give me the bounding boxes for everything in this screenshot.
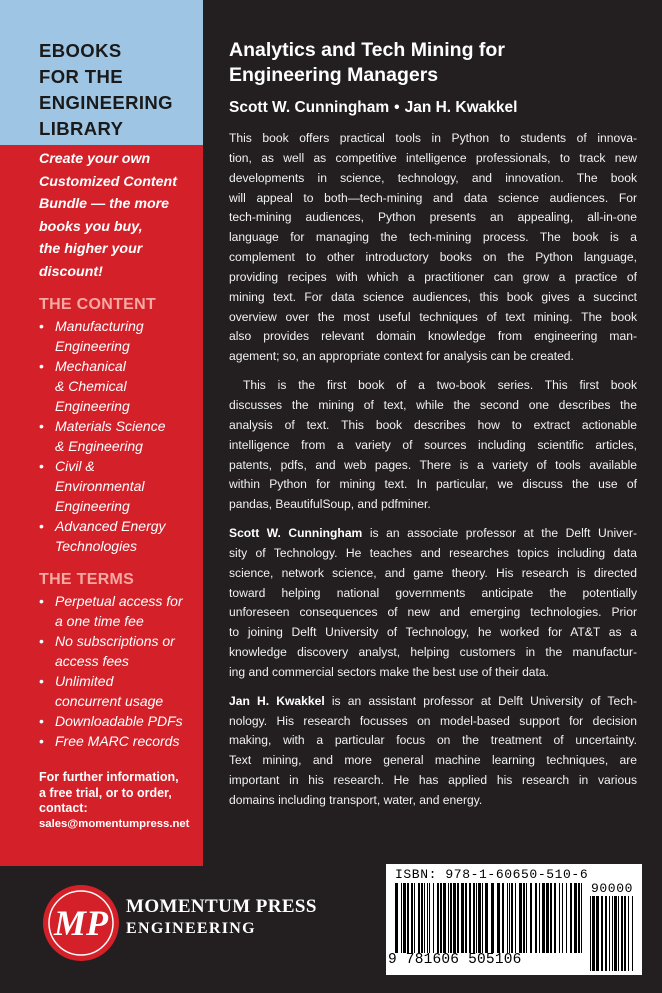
text-line	[229, 524, 637, 544]
list-item	[39, 591, 203, 631]
text-line: tech-mining audiences, Python presents an appealing, all-in-one	[229, 210, 637, 225]
content-list	[39, 316, 203, 556]
list-item-line: & Chemical	[55, 378, 127, 394]
text-line: pandas, BeautifulSoup, and pdfminer.	[229, 497, 431, 512]
banner-line: LIBRARY	[39, 118, 124, 139]
logo-letters: MP	[54, 903, 108, 943]
text-line: overview over the most useful techniques of text mining. The book	[229, 309, 637, 324]
list-item	[39, 356, 203, 416]
text-line: agement; so, an appropriate context for analysis can be created.	[229, 349, 574, 364]
banner-line: FOR THE	[39, 66, 123, 87]
promo-line: Customized Content	[39, 173, 177, 190]
text-line: developments in science, technology, and innovation. The book	[229, 170, 637, 185]
text-line: to joining Delft University of Technology, he worked for AT&T as a	[229, 625, 637, 640]
contact-info	[39, 770, 203, 832]
banner-line: EBOOKS	[39, 40, 122, 61]
list-item-line: • Unlimited	[55, 673, 114, 689]
barcode-bars-icon	[395, 883, 585, 953]
price-code: 90000	[591, 881, 634, 896]
back-cover-main	[229, 38, 637, 811]
text-line: unforeseen consequences of new and emerging technologies. Prior	[229, 605, 637, 620]
book-description	[229, 129, 637, 811]
text-line: tion, as well as competitive intelligence professionals, to track new	[229, 150, 637, 165]
text-line: sity of Technology. He teaches and researches topics including data	[229, 545, 637, 560]
list-item-line: a one time fee	[55, 613, 144, 629]
contact-line: For further information,	[39, 770, 179, 784]
authors	[229, 98, 637, 118]
author-bio	[229, 524, 637, 683]
list-item	[39, 316, 203, 356]
list-item	[39, 456, 203, 516]
book-title	[229, 38, 637, 88]
text-line: also provides relevant domain knowledge from engineering man-	[229, 329, 637, 344]
sidebar	[0, 0, 203, 866]
momentum-press-logo-icon	[41, 883, 121, 963]
bio-author-name: Jan H. Kwakkel	[229, 693, 325, 708]
list-item-line: • Perpetual access for	[55, 593, 183, 609]
isbn-barcode	[386, 864, 642, 975]
text-line: This is the first book of a two-book series. This first book	[243, 378, 637, 393]
book-title-line: Engineering Managers	[229, 64, 439, 86]
list-item	[39, 731, 203, 751]
text-line: will appeal to both—tech-mining and data science audiences. For	[229, 190, 637, 205]
text-fragment: is an associate professor at the Delft Univer-	[362, 526, 637, 541]
text-line: domains including transport, water, and energy.	[229, 793, 483, 807]
promo-line: discount!	[39, 263, 103, 280]
text-line: mining text. For data science audiences, this book gives a succinct	[229, 289, 637, 304]
text-line	[229, 692, 637, 712]
banner-line: ENGINEERING	[39, 92, 173, 113]
contact-email[interactable]: sales@momentumpress.net	[39, 817, 190, 830]
sidebar-promo-panel	[0, 145, 203, 866]
list-item	[39, 711, 203, 731]
terms-section-title: THE TERMS	[39, 571, 135, 588]
contact-line: a free trial, or to order,	[39, 785, 172, 800]
isbn-text: ISBN: 978-1-60650-510-6	[395, 867, 589, 882]
description-paragraph	[229, 129, 637, 367]
list-item-line: • Mechanical	[55, 358, 126, 374]
text-line: knowledge discovery analyst, helping customers in the manufactur-	[229, 645, 637, 660]
list-item-line: • Free MARC records	[55, 733, 180, 749]
list-item-line: access fees	[55, 653, 129, 669]
text-line: providing recipes with which a practitioner can grow a practice of	[229, 269, 637, 284]
list-item	[39, 671, 203, 711]
list-item-line: • No subscriptions or	[55, 633, 175, 649]
text-line: discusses the mining of text, while the second one describes the	[229, 397, 637, 412]
list-item	[39, 416, 203, 456]
list-item-line: • Advanced Energy	[55, 518, 166, 534]
text-line: analysis of text. This book describes how to extract actionable	[229, 417, 637, 432]
text-line: Text mining, and more general machine learning techniques, are	[229, 753, 637, 768]
list-item-line: • Manufacturing	[55, 318, 144, 334]
barcode-addon-bars-icon	[590, 896, 635, 971]
text-line: complement to other introductory books on the Python language,	[229, 250, 637, 265]
author-name: Scott W. Cunningham	[229, 99, 390, 116]
contact-line: contact:	[39, 801, 88, 815]
promo-line: Bundle — the more	[39, 196, 170, 212]
bio-author-name: Scott W. Cunningham	[229, 526, 363, 541]
list-item-line: Environmental	[55, 478, 145, 494]
text-line: science, network science, and game theory. His research is directed	[229, 565, 637, 580]
list-item	[39, 631, 203, 671]
author-separator: •	[394, 99, 400, 116]
text-line: patents, pdfs, and web pages. There is a variety of tools available	[229, 457, 637, 472]
promo-line: Create your own	[39, 151, 151, 167]
text-line: within Python for mining text. In particular, we discuss the use of	[229, 477, 637, 492]
list-item-line: Engineering	[55, 498, 130, 514]
text-line: language for managing the tech-mining process. The book is a	[229, 230, 637, 245]
list-item-line: • Materials Science	[55, 418, 166, 434]
promo-line: the higher your	[39, 241, 143, 257]
barcode-digits: 9 781606 505106	[388, 952, 522, 968]
content-section-title: THE CONTENT	[39, 296, 157, 313]
book-title-line: Analytics and Tech Mining for	[229, 39, 505, 61]
author-bio	[229, 692, 637, 811]
list-item-line: Technologies	[55, 538, 137, 554]
promo-text	[39, 148, 203, 283]
text-line: making, with a particular focus on the treatment of uncertainty.	[229, 733, 637, 748]
text-line: This book offers practical tools in Python to students of innova-	[229, 131, 637, 145]
author-name: Jan H. Kwakkel	[404, 99, 518, 116]
list-item-line: • Civil &	[55, 458, 95, 474]
text-line: ing and commercial sectors make the best use of their data.	[229, 664, 549, 679]
list-item-line: • Downloadable PDFs	[55, 713, 183, 729]
text-line: important in his research. He has applied his research in various	[229, 773, 637, 788]
publisher-subname: ENGINEERING	[126, 920, 256, 937]
list-item-line: & Engineering	[55, 438, 143, 454]
ebooks-banner	[0, 0, 203, 145]
list-item-line: concurrent usage	[55, 693, 164, 709]
list-item-line: Engineering	[55, 338, 130, 354]
publisher-logo	[41, 883, 371, 973]
promo-line: books you buy,	[39, 218, 143, 235]
text-line: nology. His research focusses on model-based support for decision	[229, 713, 637, 728]
list-item	[39, 516, 203, 556]
text-line: intelligence from a variety of sources including scientific articles,	[229, 437, 637, 452]
description-paragraph	[229, 376, 637, 515]
text-line: toward helping national governments anticipate the potentially	[229, 585, 637, 600]
list-item-line: Engineering	[55, 398, 130, 414]
publisher-name: MOMENTUM PRESS	[126, 896, 317, 917]
terms-list	[39, 591, 203, 751]
text-fragment: is an assistant professor at Delft University of Tech-	[324, 693, 638, 708]
